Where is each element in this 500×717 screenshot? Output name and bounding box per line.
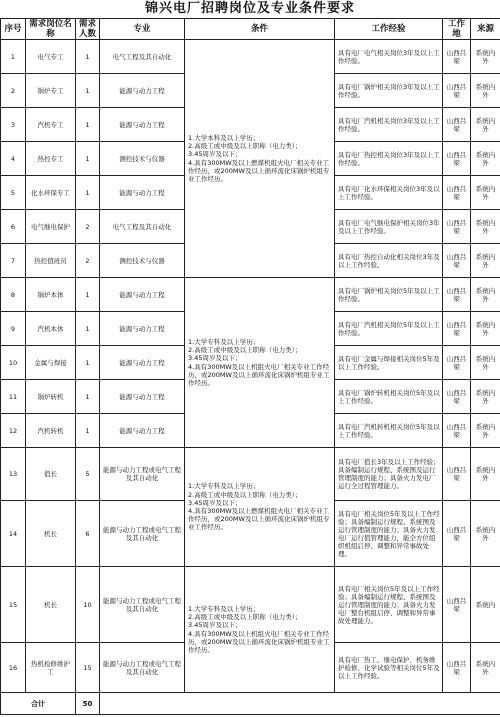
condition-line: 2.高级工或中级及以上职称（电力类）；	[188, 142, 302, 151]
cell-major: 能源与动力工程或电气工程及其自动化	[100, 501, 185, 567]
cell-major: 电气工程及其自动化	[100, 210, 185, 244]
cell-source: 系统内外	[471, 142, 500, 176]
header-count: 需求人数	[76, 19, 100, 40]
cell-major: 能源与动力工程	[100, 176, 185, 210]
total-blank	[100, 693, 500, 715]
condition-line: 3.45周岁及以下；	[188, 621, 242, 630]
cell-count: 1	[76, 414, 100, 448]
cell-count: 2	[76, 210, 100, 244]
cell-seq: 5	[1, 176, 26, 210]
cell-count: 1	[76, 346, 100, 380]
cell-post: 锅炉本体	[26, 278, 76, 312]
cell-seq: 9	[1, 312, 26, 346]
cell-location: 山西吕梁	[443, 346, 471, 380]
recruitment-table	[0, 18, 500, 715]
cell-experience: 具有电厂热控自动化相关岗位3年及以上工作经验。	[335, 244, 443, 278]
cell-source: 系统内外	[471, 414, 500, 448]
table-row	[1, 40, 500, 74]
header-major: 专业	[100, 19, 185, 40]
cell-post: 热控专工	[26, 142, 76, 176]
cell-condition	[185, 278, 335, 448]
cell-location: 山西吕梁	[443, 176, 471, 210]
cell-experience: 具有电厂电气相关岗位3年及以上工作经验。	[335, 40, 443, 74]
header-condition: 条件	[185, 19, 335, 40]
cell-source: 系统内外	[471, 312, 500, 346]
condition-line: 2.高级工或中级及以上职称（电力类）；	[188, 490, 302, 499]
cell-location: 山西吕梁	[443, 380, 471, 414]
cell-count: 5	[76, 448, 100, 501]
cell-location: 山西吕梁	[443, 312, 471, 346]
total-row	[1, 693, 500, 715]
header-experience: 工作经验	[335, 19, 443, 40]
cell-post: 汽机本体	[26, 312, 76, 346]
cell-source: 系统内外	[471, 346, 500, 380]
cell-location: 山西吕梁	[443, 40, 471, 74]
cell-source: 系统内外	[471, 643, 500, 693]
cell-location: 山西吕梁	[443, 278, 471, 312]
cell-location: 山西吕梁	[443, 142, 471, 176]
total-count: 50	[76, 693, 100, 715]
cell-location: 山西吕梁	[443, 501, 471, 567]
cell-experience: 具有电厂汽机转机相关岗位5年及以上工作经验。	[335, 414, 443, 448]
cell-location: 山西吕梁	[443, 643, 471, 693]
cell-location: 山西吕梁	[443, 74, 471, 108]
condition-line: 1.大学专科及以上学历；	[188, 604, 260, 613]
cell-major: 能源与动力工程或电气工程及其自动化	[100, 567, 185, 643]
cell-post: 电气继电保护	[26, 210, 76, 244]
cell-major: 测控技术与仪器	[100, 244, 185, 278]
cell-post: 锅炉专工	[26, 74, 76, 108]
cell-seq: 1	[1, 40, 26, 74]
condition-line: 2.高级工或中级及以上职称（电力类）；	[188, 346, 302, 355]
cell-seq: 10	[1, 346, 26, 380]
cell-post: 热控值班员	[26, 244, 76, 278]
cell-post: 化水环保专工	[26, 176, 76, 210]
condition-line: 1.大学专科及以上学历；	[188, 337, 260, 346]
cell-count: 1	[76, 278, 100, 312]
condition-line: 3.45周岁及以下；	[188, 498, 242, 507]
cell-source: 系统内外	[471, 501, 500, 567]
cell-experience: 具有电厂化水环保相关岗位3年及以上工作经验。	[335, 176, 443, 210]
cell-major: 能源与动力工程	[100, 74, 185, 108]
cell-source: 系统内外	[471, 210, 500, 244]
cell-location: 山西吕梁	[443, 244, 471, 278]
cell-count: 1	[76, 380, 100, 414]
cell-count: 1	[76, 176, 100, 210]
cell-post: 金属与焊接	[26, 346, 76, 380]
cell-experience: 具有电厂相关岗位5年及以上工作经验；具备编制运行规程、系统图及运行管理制度的能力；具备火力发电厂运行值管理能力，能全方位组织机组启停、调整和异常事故处理。	[335, 501, 443, 567]
condition-line: 3.45周岁及以下；	[188, 354, 242, 363]
document-title: 锦兴电厂招聘岗位及专业条件要求	[144, 1, 355, 16]
cell-source: 系统内外	[471, 448, 500, 501]
cell-source: 系统内外	[471, 278, 500, 312]
condition-line: 1.大学本科及以上学历；	[188, 133, 260, 142]
cell-major: 能源与动力工程	[100, 380, 185, 414]
cell-count: 2	[76, 244, 100, 278]
cell-seq: 12	[1, 414, 26, 448]
cell-experience: 具有电厂热工、继电保护、机务维护检修、化学试验等相关岗位5年及以上工作经验。	[335, 643, 443, 693]
cell-experience: 具有电厂锅炉相关岗位5年及以上工作经验。	[335, 278, 443, 312]
table-row	[1, 278, 500, 312]
cell-location: 山西吕梁	[443, 210, 471, 244]
cell-location: 山西吕梁	[443, 567, 471, 643]
cell-source: 系统内	[471, 567, 500, 643]
cell-seq: 4	[1, 142, 26, 176]
cell-major: 能源与动力工程	[100, 312, 185, 346]
cell-source: 系统内外	[471, 74, 500, 108]
cell-major: 能源与动力工程或电气工程及其自动化	[100, 448, 185, 501]
header-location: 工作地	[443, 19, 471, 40]
cell-seq: 11	[1, 380, 26, 414]
cell-source: 系统内外	[471, 244, 500, 278]
cell-experience: 具有电厂值长3年及以上工作经验；具备编制运行规程、系统图及运行管理制度的能力；具备火力发电厂运行全过程管理能力。	[335, 448, 443, 501]
cell-post: 值长	[26, 448, 76, 501]
cell-count: 1	[76, 312, 100, 346]
total-label: 合计	[1, 693, 76, 715]
condition-line: 4.具有300MW及以上机组火电厂相关专业工作经历，或200MW及以上循环流化床锅炉机组专业工作经历。	[188, 629, 330, 654]
cell-location: 山西吕梁	[443, 414, 471, 448]
cell-major: 能源与动力工程	[100, 346, 185, 380]
cell-experience: 具有电厂锅炉相关岗位3年及以上工作经验。	[335, 74, 443, 108]
cell-post: 热机检修维护工	[26, 643, 76, 693]
cell-count: 6	[76, 501, 100, 567]
cell-seq: 16	[1, 643, 26, 693]
cell-experience: 具有电厂汽机相关岗位5年及以上工作经验。	[335, 312, 443, 346]
cell-major: 能源与动力工程	[100, 414, 185, 448]
header-post: 需求岗位名称	[26, 19, 76, 40]
cell-experience: 具有电厂汽机相关岗位3年及以上工作经验。	[335, 108, 443, 142]
condition-line: 3.45周岁及以下；	[188, 150, 242, 159]
cell-count: 10	[76, 567, 100, 643]
cell-location: 山西吕梁	[443, 448, 471, 501]
cell-condition	[185, 448, 335, 567]
cell-seq: 14	[1, 501, 26, 567]
header-seq: 序号	[1, 19, 26, 40]
cell-count: 1	[76, 74, 100, 108]
cell-seq: 8	[1, 278, 26, 312]
cell-source: 系统内外	[471, 108, 500, 142]
cell-post: 锅炉转机	[26, 380, 76, 414]
cell-count: 1	[76, 40, 100, 74]
cell-post: 汽机转机	[26, 414, 76, 448]
condition-line: 2.高级工或中级及以上职称（电力类）；	[188, 613, 302, 622]
cell-source: 系统内外	[471, 40, 500, 74]
cell-experience: 具有电厂热控相关岗位3年及以上工作经验。	[335, 142, 443, 176]
cell-major: 能源与动力工程	[100, 108, 185, 142]
cell-seq: 6	[1, 210, 26, 244]
cell-count: 1	[76, 142, 100, 176]
cell-major: 能源与动力工程	[100, 278, 185, 312]
cell-post: 机长	[26, 501, 76, 567]
cell-experience: 具有电厂锅炉转机相关岗位5年及以上工作经验。	[335, 380, 443, 414]
table-header-row	[1, 19, 500, 40]
cell-seq: 7	[1, 244, 26, 278]
cell-seq: 2	[1, 74, 26, 108]
cell-seq: 13	[1, 448, 26, 501]
cell-major: 能源与动力工程或电气工程及其自动化	[100, 643, 185, 693]
table-row	[1, 448, 500, 501]
cell-count: 15	[76, 643, 100, 693]
cell-count: 1	[76, 108, 100, 142]
condition-line: 4.具有300MW及以上机组火电厂相关专业工作经历，或200MW及以上循环流化床锅炉机组专业工作经历。	[188, 362, 330, 387]
table-row	[1, 567, 500, 643]
cell-location: 山西吕梁	[443, 108, 471, 142]
cell-post: 机长	[26, 567, 76, 643]
cell-condition	[185, 567, 335, 693]
cell-major: 测控技术与仪器	[100, 142, 185, 176]
cell-source: 系统内外	[471, 176, 500, 210]
cell-seq: 15	[1, 567, 26, 643]
cell-condition	[185, 40, 335, 278]
cell-experience: 具有电厂金属与焊接相关岗位5年及以上工作经验。	[335, 346, 443, 380]
cell-source: 系统内外	[471, 380, 500, 414]
header-source: 来源	[471, 19, 500, 40]
condition-line: 4.具有300MW及以上燃煤机组火电厂相关专业工作经历，或200MW及以上循环流化床锅炉机组专业工作经历。	[188, 158, 330, 183]
cell-post: 汽机专工	[26, 108, 76, 142]
cell-post: 电气专工	[26, 40, 76, 74]
cell-seq: 3	[1, 108, 26, 142]
condition-line: 1.大学专科及以上学历；	[188, 482, 260, 491]
condition-line: 4.具有300MW及以上燃煤机组火电厂相关专业工作经历，或200MW及以上循环流化床锅炉机组专业工作经历。	[188, 507, 330, 532]
cell-experience: 具有电厂相关岗位5年及以上工作经验；具备编制运行规程、系统图及运行管理制度的能力；具备火力发电厂整台机组启停、调整和异常事故处理能力。	[335, 567, 443, 643]
cell-experience: 具有电厂电气继电保护相关岗位3年及以上工作经验。	[335, 210, 443, 244]
cell-major: 电气工程及其自动化	[100, 40, 185, 74]
